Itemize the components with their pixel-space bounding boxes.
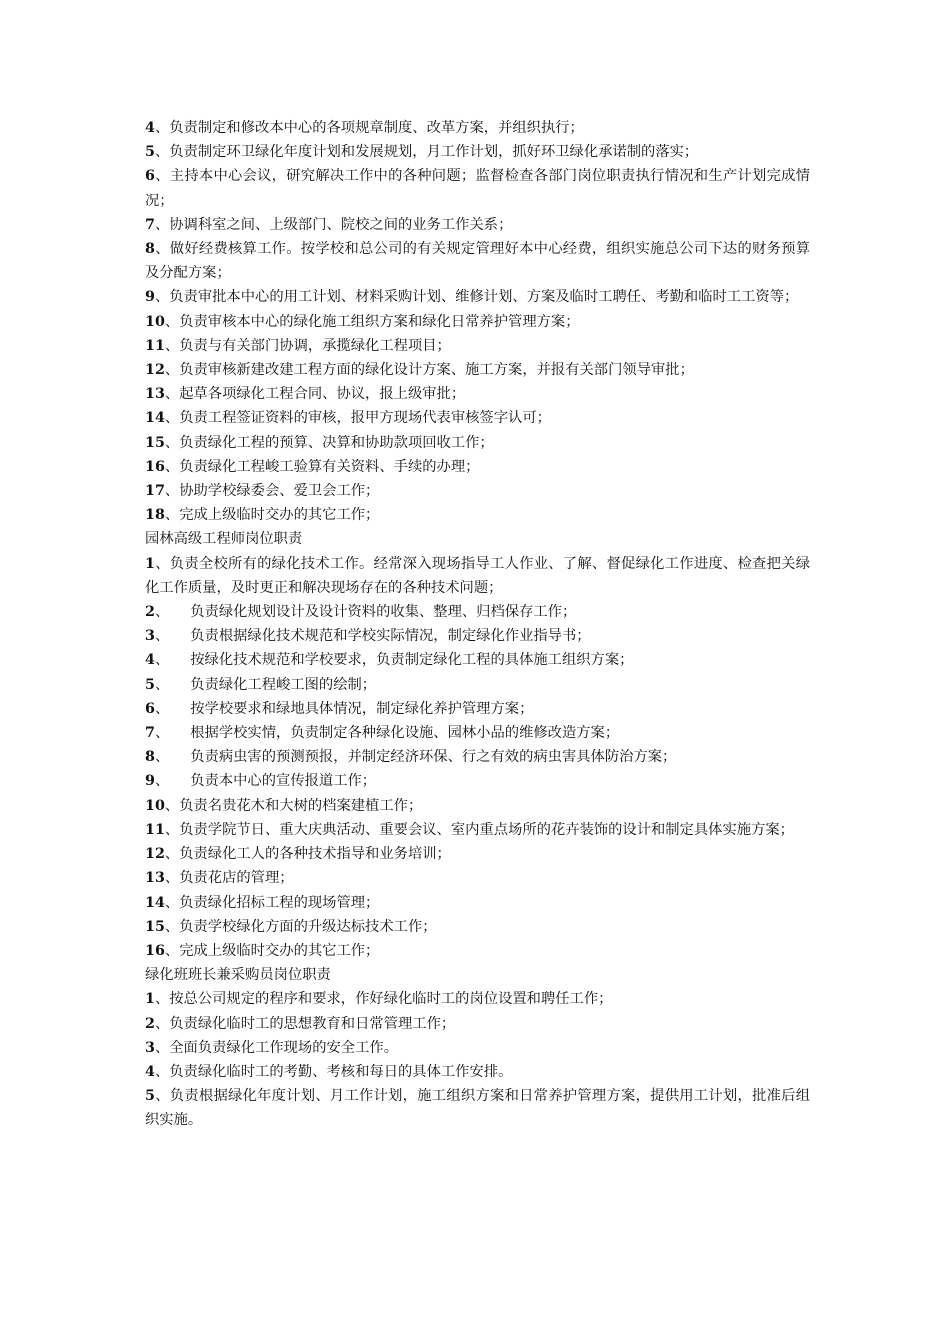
item-number: 11 <box>145 337 165 354</box>
item-separator: 、 <box>154 604 170 621</box>
item-number: 7 <box>145 216 155 233</box>
duty-item <box>145 285 810 309</box>
item-separator: 、 <box>164 918 180 935</box>
item-number: 5 <box>145 1088 155 1105</box>
item-number: 9 <box>145 773 155 790</box>
item-number: 11 <box>145 821 165 838</box>
duty-item <box>145 406 810 430</box>
item-text: 、负责审核本中心的绿化施工组织方案和绿化日常养护管理方案； <box>164 313 580 330</box>
item-text: 负责全校所有的绿化技术工作。经常深入现场指导工人作业、了解、督促绿化工作进度、检查把关绿化工作质量，及时更正和解决现场存在的各种技术问题； <box>145 555 811 596</box>
duty-item <box>145 697 810 721</box>
duty-item <box>145 673 810 697</box>
duty-item <box>145 745 810 769</box>
section-heading: 绿化班班长兼采购员岗位职责 <box>145 967 331 984</box>
item-number: 12 <box>145 846 165 863</box>
item-number: 8 <box>145 749 155 766</box>
duty-item <box>145 624 810 648</box>
item-text: 负责根据绿化技术规范和学校实际情况，制定绿化作业指导书； <box>190 628 591 645</box>
item-number: 15 <box>145 434 165 451</box>
item-text: 、负责审核新建改建工程方面的绿化设计方案、施工方案，并报有关部门领导审批； <box>164 362 694 379</box>
duty-item <box>145 334 810 358</box>
item-text: 、负责工程签证资料的审核，报甲方现场代表审核签字认可； <box>164 410 551 427</box>
item-text: 、全面负责绿化工作现场的安全工作。 <box>154 1039 398 1056</box>
duty-item <box>145 358 810 382</box>
item-separator: 、 <box>154 676 170 693</box>
item-text: 负责名贵花木和大树的档案建植工作； <box>179 797 423 814</box>
item-number: 5 <box>145 144 155 161</box>
duty-item <box>145 479 810 503</box>
item-number: 5 <box>145 676 155 693</box>
item-text: 、协调科室之间、上级部门、院校之间的业务工作关系； <box>154 216 513 233</box>
duty-item <box>145 1012 810 1036</box>
item-separator: 、 <box>164 942 180 959</box>
item-separator: 、 <box>164 846 180 863</box>
duty-item <box>145 721 810 745</box>
item-separator: 、 <box>154 652 170 669</box>
section-landscape-engineer-duties <box>145 527 810 963</box>
duty-item <box>145 987 810 1011</box>
item-text: 、负责与有关部门协调，承揽绿化工程项目； <box>164 337 451 354</box>
item-separator: 、 <box>164 870 180 887</box>
item-number: 2 <box>145 1015 155 1032</box>
item-number: 15 <box>145 918 165 935</box>
document-page <box>145 116 810 1133</box>
item-number: 12 <box>145 362 165 379</box>
duty-item <box>145 310 810 334</box>
item-text: 、负责审批本中心的用工计划、材料采购计划、维修计划、方案及临时工聘任、考勤和临时工工资等； <box>154 289 799 306</box>
item-text: 负责病虫害的预测预报，并制定经济环保、行之有效的病虫害具体防治方案； <box>190 749 677 766</box>
duty-item <box>145 1036 810 1060</box>
duty-item <box>145 915 810 939</box>
duty-item <box>145 1084 810 1132</box>
item-text: 负责学院节日、重大庆典活动、重要会议、室内重点场所的花卉装饰的设计和制定具体实施方案； <box>179 821 794 838</box>
duty-item <box>145 1060 810 1084</box>
duty-item <box>145 140 810 164</box>
item-text: 、负责根据绿化年度计划、月工作计划，施工组织方案和日常养护管理方案，提供用工计划，批准后组织实施。 <box>145 1088 810 1129</box>
duty-item <box>145 891 810 915</box>
item-number: 3 <box>145 1039 155 1056</box>
item-number: 6 <box>145 700 155 717</box>
item-number: 10 <box>145 797 165 814</box>
item-text: 负责绿化工人的各种技术指导和业务培训； <box>179 846 451 863</box>
duty-item <box>145 818 810 842</box>
duty-item <box>145 600 810 624</box>
item-number: 14 <box>145 894 165 911</box>
duty-item <box>145 842 810 866</box>
item-number: 7 <box>145 725 155 742</box>
item-number: 1 <box>145 991 155 1008</box>
item-text: 、负责绿化临时工的思想教育和日常管理工作； <box>154 1015 456 1032</box>
duty-item <box>145 237 810 285</box>
item-number: 17 <box>145 483 165 500</box>
item-number: 2 <box>145 604 155 621</box>
item-text: 、负责制定和修改本中心的各项规章制度、改革方案，并组织执行； <box>154 120 584 136</box>
item-separator: 、 <box>164 894 180 911</box>
item-number: 4 <box>145 120 155 136</box>
item-text: 负责绿化招标工程的现场管理； <box>179 894 380 911</box>
duty-item <box>145 939 810 963</box>
item-number: 16 <box>145 458 165 475</box>
item-text: 、做好经费核算工作。按学校和总公司的有关规定管理好本中心经费，组织实施总公司下达的财务预算及分配方案； <box>145 241 810 282</box>
section-team-leader-duties <box>145 963 810 1132</box>
item-text: 、协助学校绿委会、爱卫会工作； <box>164 483 380 500</box>
item-text: 按绿化技术规范和学校要求，负责制定绿化工程的具体施工组织方案； <box>190 652 634 669</box>
section-heading: 园林高级工程师岗位职责 <box>145 531 303 548</box>
item-number: 4 <box>145 1063 155 1080</box>
item-number: 9 <box>145 289 155 306</box>
item-text: 根据学校实情，负责制定各种绿化设施、园林小品的维修改造方案； <box>190 725 620 742</box>
item-number: 16 <box>145 942 165 959</box>
item-number: 3 <box>145 628 155 645</box>
item-text: 、起草各项绿化工程合同、协议，报上级审批； <box>164 386 466 403</box>
item-number: 18 <box>145 507 165 524</box>
item-number: 6 <box>145 168 155 185</box>
item-separator: 、 <box>154 749 170 766</box>
item-text: 负责花店的管理； <box>179 870 294 887</box>
duty-item <box>145 552 810 600</box>
item-separator: 、 <box>154 725 170 742</box>
item-separator: 、 <box>154 700 170 717</box>
item-separator: 、 <box>154 555 170 572</box>
item-text: 、负责制定环卫绿化年度计划和发展规划，月工作计划，抓好环卫绿化承诺制的落实； <box>154 144 699 161</box>
section-center-director-duties <box>145 116 810 527</box>
duty-item <box>145 213 810 237</box>
duty-item <box>145 164 810 212</box>
duty-item <box>145 648 810 672</box>
item-text: 按学校要求和绿地具体情况，制定绿化养护管理方案； <box>190 700 534 717</box>
item-separator: 、 <box>154 628 170 645</box>
item-text: 、主持本中心会议，研究解决工作中的各种问题；监督检查各部门岗位职责执行情况和生产计划完成情况； <box>145 168 810 209</box>
item-text: 负责绿化工程峻工图的绘制； <box>190 676 377 693</box>
item-text: 完成上级临时交办的其它工作； <box>179 942 380 959</box>
item-text: 负责本中心的宣传报道工作； <box>190 773 377 790</box>
item-text: 负责绿化规划设计及设计资料的收集、整理、归档保存工作； <box>190 604 577 621</box>
item-text: 、负责绿化工程的预算、决算和协助款项回收工作； <box>164 434 494 451</box>
duty-item <box>145 431 810 455</box>
item-text: 、按总公司规定的程序和要求，作好绿化临时工的岗位设置和聘任工作； <box>154 991 613 1008</box>
item-number: 14 <box>145 410 165 427</box>
item-text: 、负责绿化工程峻工验算有关资料、手续的办理； <box>164 458 480 475</box>
item-text: 、负责绿化临时工的考勤、考核和每日的具体工作安排。 <box>154 1063 513 1080</box>
item-number: 13 <box>145 386 165 403</box>
duty-item <box>145 503 810 527</box>
duty-item <box>145 866 810 890</box>
item-text: 负责学校绿化方面的升级达标技术工作； <box>179 918 437 935</box>
duty-item <box>145 794 810 818</box>
item-number: 4 <box>145 652 155 669</box>
item-number: 13 <box>145 870 165 887</box>
duty-item <box>145 382 810 406</box>
item-number: 10 <box>145 313 165 330</box>
duty-item <box>145 769 810 793</box>
item-text: 、完成上级临时交办的其它工作； <box>164 507 380 524</box>
duty-item <box>145 455 810 479</box>
item-number: 8 <box>145 241 155 258</box>
item-number: 1 <box>145 555 155 572</box>
duty-item <box>145 116 810 140</box>
item-separator: 、 <box>164 797 180 814</box>
item-separator: 、 <box>154 773 170 790</box>
item-separator: 、 <box>164 821 180 838</box>
